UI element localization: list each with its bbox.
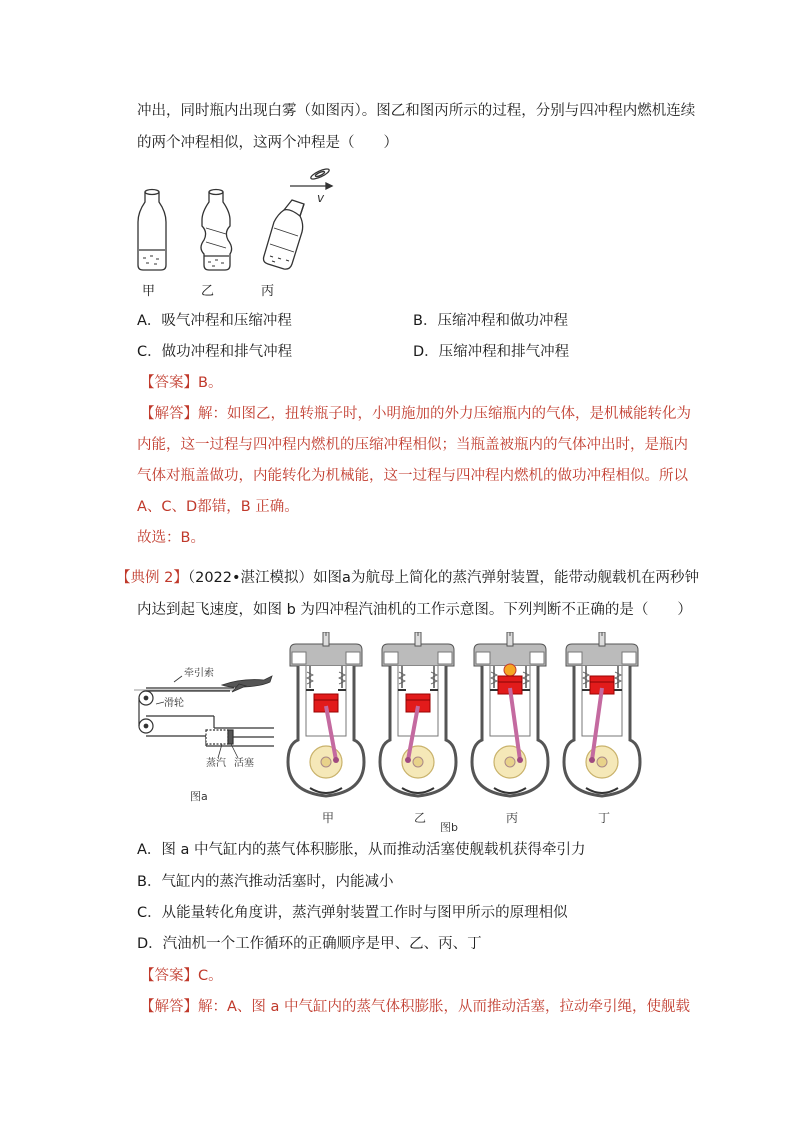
q1-conclusion: 故选：B。 (137, 530, 205, 546)
q1-analysis-line-2: 内能，这一过程与四冲程内燃机的压缩冲程相似；当瓶盖被瓶内的气体冲出时，是瓶内 (137, 437, 688, 453)
bottle-yi-icon (201, 190, 232, 271)
q2-answer: 【答案】C。 (140, 968, 223, 984)
bottle-label-yi: 乙 (201, 284, 215, 299)
q2-source: （2022•湛江模拟） (187, 570, 314, 586)
catapult-figure-a (134, 640, 284, 810)
engine-figure-b (280, 632, 650, 832)
bottle-label-bing: 丙 (261, 284, 275, 299)
engine-label-3: 丙 (506, 811, 519, 825)
q1-option-a[interactable]: A．吸气冲程和压缩冲程 (137, 313, 292, 329)
q1-option-b[interactable]: B．压缩冲程和做功冲程 (413, 313, 568, 329)
label-piston: 活塞 (234, 758, 254, 769)
engine-label-4: 丁 (598, 811, 611, 825)
q2-stem-line-2: 内达到起飞速度，如图 b 为四冲程汽油机的工作示意图。下列判断不正确的是（ ） (137, 602, 692, 618)
q1-analysis-line-4: A、C、D都错，B 正确。 (137, 499, 299, 515)
q2-stem-line-1: 【典例 2】（2022•湛江模拟）如图a为航母上简化的蒸汽弹射装置，能带动舰载机在两秒钟 (116, 570, 699, 586)
q1-stem-line-2: 的两个冲程相似，这两个冲程是（ ） (137, 135, 398, 151)
engine-1-icon (288, 632, 364, 825)
label-traction-cable: 牵引索 (184, 668, 214, 679)
q1-analysis-line-3: 气体对瓶盖做功，内能转化为机械能，这一过程与四冲程内燃机的做功冲程相似。所以 (137, 468, 688, 484)
label-pulley: 滑轮 (164, 698, 184, 709)
q2-option-c[interactable]: C．从能量转化角度讲，蒸汽弹射装置工作时与图甲所示的原理相似 (137, 905, 568, 921)
label-steam: 蒸汽 (206, 758, 226, 769)
caption-fig-b: 图b (440, 821, 458, 832)
bottle-label-jia: 甲 (142, 284, 156, 299)
q1-analysis-line-1: 【解答】解：如图乙，扭转瓶子时，小明施加的外力压缩瓶内的气体，是机械能转化为 (140, 406, 691, 422)
bottle-bing-icon (264, 167, 333, 269)
engine-2-icon (380, 632, 456, 825)
q2-option-b[interactable]: B．气缸内的蒸汽推动活塞时，内能减小 (137, 874, 394, 890)
q2-option-a[interactable]: A．图 a 中气缸内的蒸气体积膨胀，从而推动活塞使舰载机获得牵引力 (137, 842, 586, 858)
engine-4-icon (564, 632, 640, 825)
plane-icon (222, 676, 272, 692)
q2-tag: 【典例 2】 (116, 570, 188, 586)
velocity-label: v (317, 191, 325, 205)
bottles-figure (130, 160, 350, 300)
caption-fig-a: 图a (190, 790, 208, 803)
engine-label-2: 乙 (414, 811, 427, 825)
answer-value: B。 (198, 375, 223, 391)
engine-label-1: 甲 (322, 811, 335, 825)
bottle-jia-icon (138, 190, 166, 271)
q1-option-c[interactable]: C．做功冲程和排气冲程 (137, 344, 293, 360)
q1-option-d[interactable]: D．压缩冲程和排气冲程 (413, 344, 570, 360)
analysis-tag: 【解答】 (140, 406, 198, 422)
q1-stem-line-1: 冲出，同时瓶内出现白雾（如图丙）。图乙和图丙所示的过程，分别与四冲程内燃机连续 (137, 103, 696, 119)
answer-tag: 【答案】 (140, 375, 198, 391)
q1-answer (140, 373, 222, 393)
engine-3-icon (472, 632, 548, 825)
q2-analysis-line-1: 【解答】解：A、图 a 中气缸内的蒸气体积膨胀，从而推动活塞，拉动牵引绳，使舰载 (140, 999, 691, 1015)
q2-option-d[interactable]: D．汽油机一个工作循环的正确顺序是甲、乙、丙、丁 (137, 936, 482, 952)
